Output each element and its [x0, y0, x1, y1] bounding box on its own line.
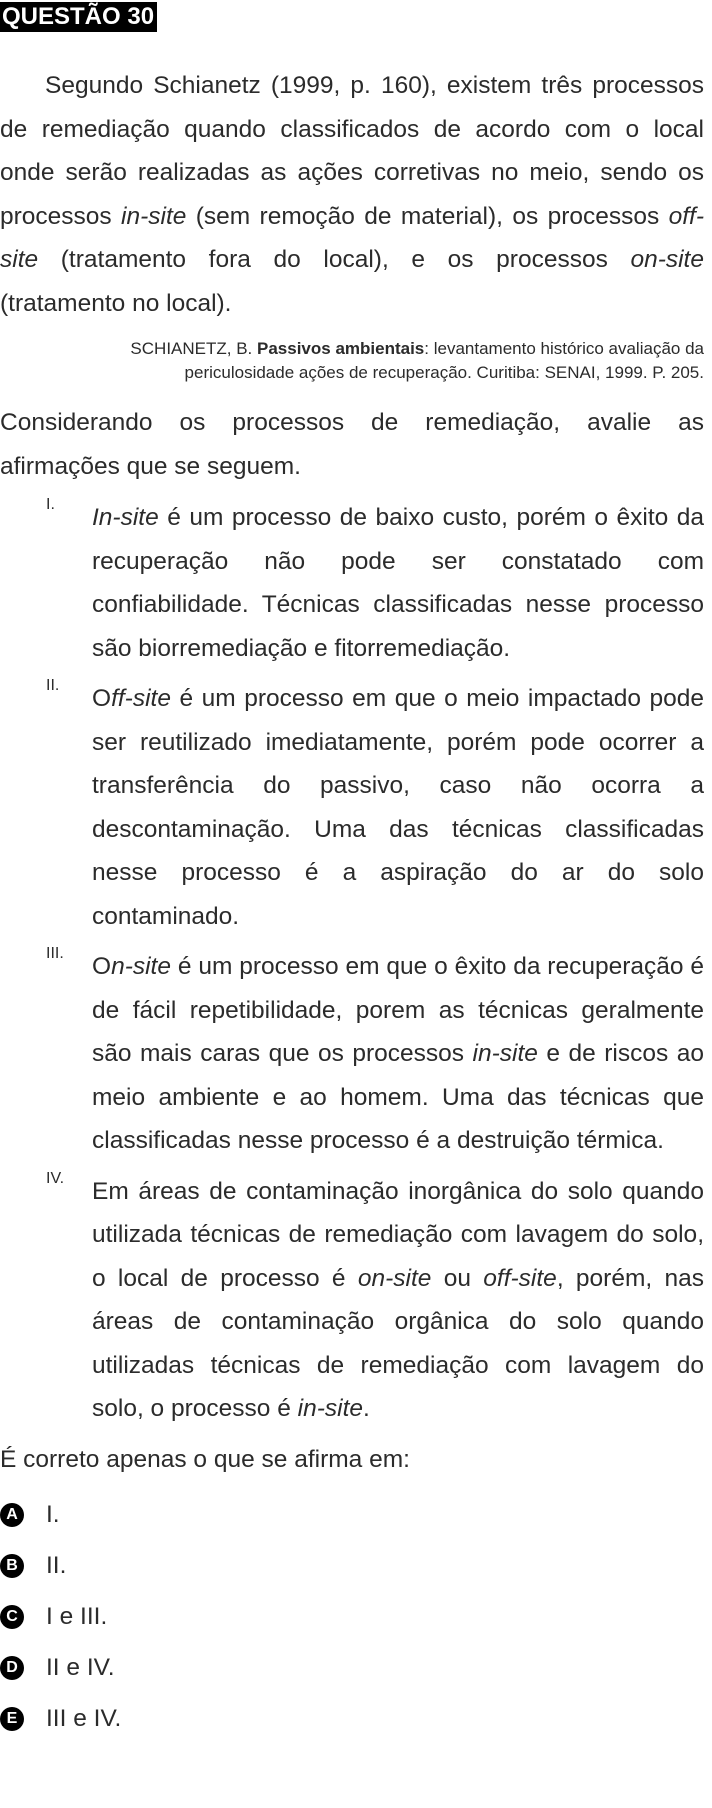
text-segment: é um processo em que o meio impactado pode ser reutilizado imediatamente, porém pode ocorrer a transferência do passivo, caso não ocorra a descontaminação. Uma das técnicas classificadas nesse processo é a aspiração do ar do solo contaminado. [92, 685, 704, 930]
italic-term: off-site [0, 202, 704, 273]
italic-term: in-site [121, 202, 187, 230]
statement-text [92, 677, 704, 938]
text-segment: (sem remoção de material), os processos [186, 202, 669, 230]
text-segment: , porém, nas áreas de contaminação orgânica do solo quando utilizadas técnicas de remediação com lavagem do solo, o processo é [92, 1264, 704, 1422]
citation-line-1-rest: : levantamento histórico avaliação da [424, 339, 704, 358]
italic-term: on-site [630, 246, 704, 273]
citation-title: Passivos ambientais [257, 339, 425, 358]
option-e[interactable] [0, 1693, 704, 1744]
option-letter-badge: C [0, 1605, 24, 1629]
statement-item [0, 677, 704, 938]
text-segment: Em áreas de contaminação inorgânica do solo quando utilizada técnicas de remediação com lavagem do solo, o local de processo é [92, 1177, 704, 1292]
text-segment: O [92, 685, 112, 712]
text-segment: e de riscos ao meio ambiente e ao homem. Uma das técnicas que classificadas nesse processo é a destruição térmica. [92, 1040, 704, 1154]
statement-item [0, 496, 704, 670]
prompt-paragraph: Considerando os processos de remediação, avalie as afirmações que se seguem. [0, 409, 704, 480]
text-segment: O [92, 953, 112, 980]
citation-author: SCHIANETZ, B. [130, 339, 257, 358]
text-segment: Segundo Schianetz (1999, p. 160), existem três processos de remediação quando classificados de acordo com o local onde serão realizadas as ações corretivas no meio, sendo os processos [0, 72, 704, 230]
option-letter-badge: E [0, 1707, 24, 1731]
citation-line-2: periculosidade ações de recuperação. Curitiba: SENAI, 1999. P. 205. [184, 363, 704, 382]
text-segment: (tratamento fora do local), e os processos [38, 246, 631, 273]
option-letter-badge: A [0, 1503, 24, 1527]
question-header: QUESTÃO 30 [0, 2, 157, 32]
option-text: II e IV. [46, 1653, 115, 1681]
italic-term: ff-site [111, 685, 171, 712]
statement-item [0, 1170, 704, 1431]
answer-options [0, 1489, 704, 1744]
option-letter-badge: B [0, 1554, 24, 1578]
statement-number: IV. [46, 1169, 65, 1187]
statement-text [92, 1170, 704, 1431]
option-a[interactable] [0, 1489, 704, 1540]
statement-number: II. [46, 677, 60, 694]
italic-term: In-site [92, 504, 159, 531]
option-letter-badge: D [0, 1656, 24, 1680]
text-segment: ou [431, 1264, 484, 1292]
option-c[interactable] [0, 1591, 704, 1642]
intro-paragraph [0, 64, 704, 325]
italic-term: in-site [472, 1040, 538, 1067]
text-segment: (tratamento no local). [0, 289, 232, 317]
italic-term: off-site [483, 1264, 557, 1292]
italic-term: n-site [111, 953, 171, 980]
statement-list [0, 496, 704, 1431]
italic-term: on-site [357, 1264, 432, 1292]
statement-number: III. [46, 945, 64, 962]
question-text: É correto apenas o que se afirma em: [0, 1445, 410, 1473]
text-segment: . [363, 1395, 370, 1422]
statement-text [92, 945, 704, 1163]
text-segment: é um processo de baixo custo, porém o êxito da recuperação não pode ser constatado com confiabilidade. Técnicas classificadas nesse processo são biorremediação e fitorremediação. [92, 504, 704, 662]
statement-item [0, 945, 704, 1163]
citation [0, 337, 704, 385]
option-d[interactable] [0, 1642, 704, 1693]
option-b[interactable] [0, 1540, 704, 1591]
option-text: I. [46, 1500, 60, 1528]
option-text: III e IV. [46, 1704, 122, 1732]
statement-text [92, 496, 704, 670]
text-segment: é um processo em que o êxito da recuperação é de fácil repetibilidade, porem as técnicas geralmente são mais caras que os processos [92, 953, 704, 1067]
citation-line-1 [0, 337, 704, 361]
option-text: II. [46, 1551, 67, 1579]
italic-term: in-site [297, 1395, 364, 1422]
option-text: I e III. [46, 1602, 108, 1630]
statement-number: I. [46, 496, 55, 513]
